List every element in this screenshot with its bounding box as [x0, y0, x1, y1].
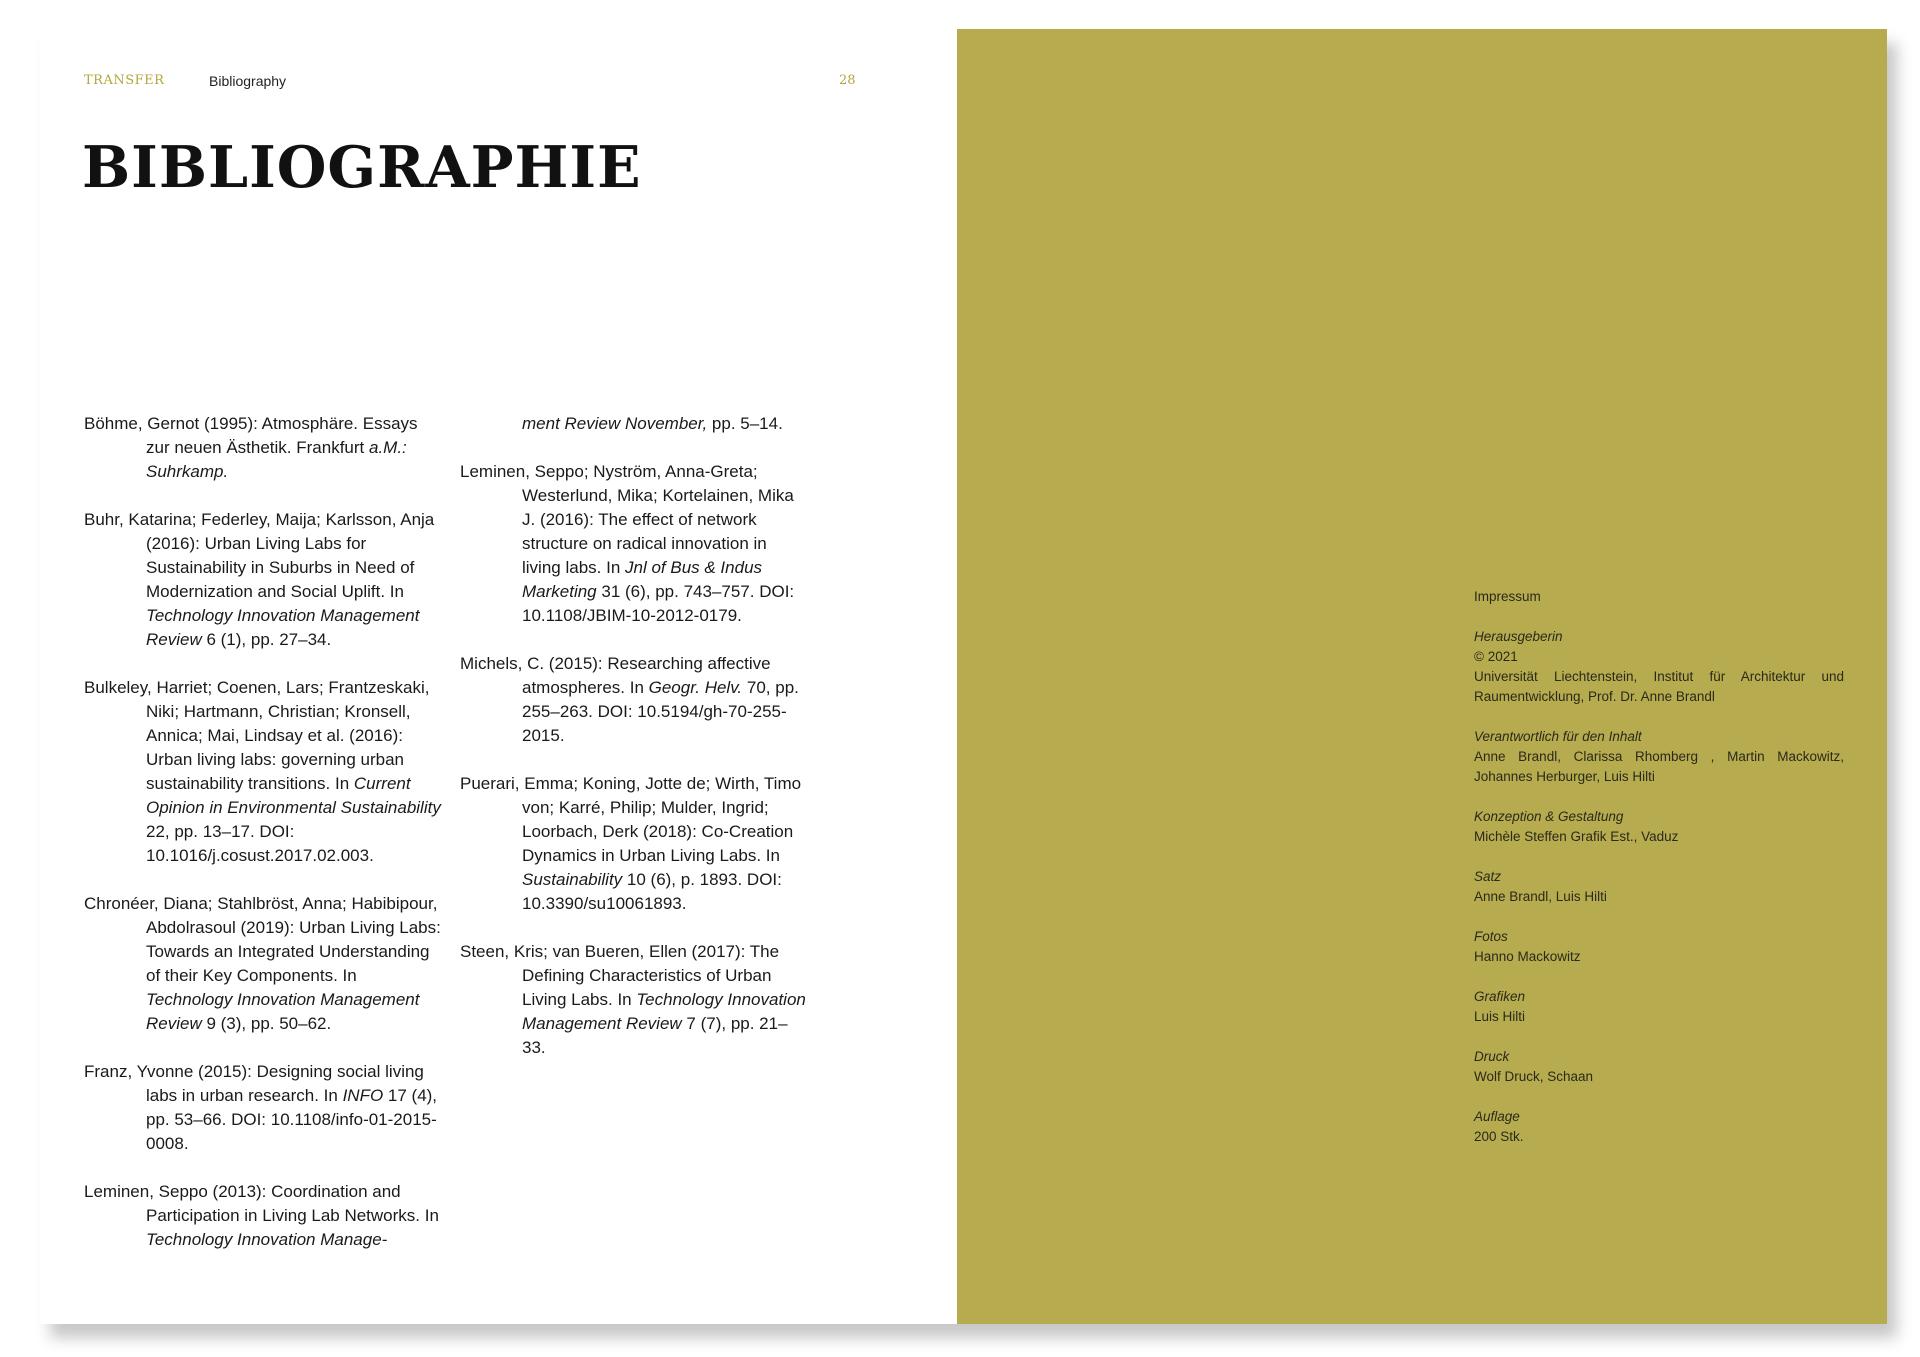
bibliography-entry: [84, 412, 444, 484]
entry-text: 7 (7), pp. 21–33.: [522, 1014, 788, 1057]
entry-italic-text: Sustainability: [522, 870, 623, 889]
entry-text: Böhme, Gernot (1995): Atmosphäre. Essays zur neuen Ästhetik. Frankfurt: [84, 414, 418, 457]
bibliography-entry: [84, 1180, 444, 1252]
impressum-value: Wolf Druck, Schaan: [1474, 1069, 1594, 1084]
running-head-section: TRANSFER: [84, 73, 165, 88]
impressum-label: Verantwortlich für den Inhalt: [1474, 729, 1642, 744]
book-spread: [40, 29, 1887, 1324]
impressum-block: [1474, 807, 1844, 847]
entry-italic-text: Geogr. Helv.: [648, 678, 743, 697]
left-page: [40, 29, 957, 1324]
impressum-value: 200 Stk.: [1474, 1129, 1524, 1144]
entry-text: Leminen, Seppo (2013): Coordination and Participation in Living Lab Networks. In: [84, 1182, 439, 1225]
bibliography-entry: [84, 676, 444, 868]
bibliography-entry: [460, 772, 810, 916]
bibliography-entry: [460, 652, 810, 748]
impressum-label: Konzeption & Gestaltung: [1474, 809, 1624, 824]
impressum-block: [1474, 867, 1844, 907]
entry-text: 10 (6), p. 1893. DOI: 10.3390/su10061893.: [522, 870, 782, 913]
entry-text: 17 (4), pp. 53–66. DOI: 10.1108/info-01-2015-0008.: [146, 1086, 438, 1153]
running-head: [84, 71, 864, 91]
entry-text: Puerari, Emma; Koning, Jotte de; Wirth, Timo von; Karré, Philip; Mulder, Ingrid; Loorbach, Derk (2018): Co-Creation Dynamics in Urban Living Labs. In: [460, 774, 802, 865]
impressum-label: Satz: [1474, 869, 1502, 884]
entry-text: Bulkeley, Harriet; Coenen, Lars; Frantzeskaki, Niki; Hartmann, Christian; Kronsell, Annica; Mai, Lindsay et al. (2016): Urban living labs: governing urban sustainability transitions. In: [84, 678, 430, 793]
impressum-value: Hanno Mackowitz: [1474, 949, 1581, 964]
entry-italic-text: Jnl of Bus & Indus Marketing: [522, 558, 763, 601]
impressum-value: Universität Liechtenstein, Institut für Architektur und Raumentwicklung, Prof. Dr. Anne Brandl: [1474, 669, 1844, 704]
bibliography-entry: [460, 412, 810, 436]
entry-text: pp. 5–14.: [707, 414, 783, 433]
bibliography-entry: [84, 1060, 444, 1156]
bibliography-column-1: [84, 412, 444, 1276]
entry-text: Chronéer, Diana; Stahlbröst, Anna; Habibipour, Abdolrasoul (2019): Urban Living Labs: Towards an Integrated Understanding of their Key Components. In: [84, 894, 441, 985]
impressum: [1474, 587, 1844, 1167]
bibliography-entry: [84, 508, 444, 652]
entry-text: Leminen, Seppo; Nyström, Anna-Greta; Westerlund, Mika; Kortelainen, Mika J. (2016): The effect of network structure on radical innovation in living labs. In: [460, 462, 794, 577]
entry-italic-text: INFO: [342, 1086, 384, 1105]
page-number: 28: [839, 73, 856, 88]
page-title: BIBLIOGRAPHIE: [82, 134, 642, 201]
impressum-label: Fotos: [1474, 929, 1508, 944]
impressum-block: [1474, 1107, 1844, 1147]
bibliography-column-2: [460, 412, 810, 1084]
entry-text: Franz, Yvonne (2015): Designing social living labs in urban research. In: [84, 1062, 424, 1105]
impressum-block: [1474, 1047, 1844, 1087]
entry-text: Michels, C. (2015): Researching affective atmospheres. In: [460, 654, 771, 697]
impressum-heading: Impressum: [1474, 589, 1541, 604]
impressum-block: [1474, 727, 1844, 787]
impressum-label: Herausgeberin: [1474, 629, 1563, 644]
impressum-label: Druck: [1474, 1049, 1510, 1064]
entry-italic-text: Current Opinion in Environmental Sustainability: [146, 774, 441, 817]
impressum-value: Anne Brandl, Luis Hilti: [1474, 889, 1607, 904]
impressum-value: Anne Brandl, Clarissa Rhomberg , Martin Mackowitz, Johannes Herburger, Luis Hilti: [1474, 749, 1844, 784]
impressum-value: © 2021: [1474, 649, 1518, 664]
running-head-chapter: Bibliography: [209, 73, 287, 89]
impressum-block: [1474, 627, 1844, 707]
entry-italic-text: Technology Innovation Manage-: [146, 1230, 388, 1249]
impressum-value: Luis Hilti: [1474, 1009, 1526, 1024]
bibliography-entry: [460, 460, 810, 628]
right-page-colophon: [957, 29, 1887, 1324]
entry-italic-text: Technology Innovation Management Review: [146, 990, 420, 1033]
impressum-value: Michèle Steffen Grafik Est., Vaduz: [1474, 829, 1679, 844]
entry-italic-text: Technology Innovation Management Review: [146, 606, 420, 649]
bibliography-entry: [84, 892, 444, 1036]
entry-text: Buhr, Katarina; Federley, Maija; Karlsson, Anja (2016): Urban Living Labs for Sustainability in Suburbs in Need of Modernization and Social Uplift. In: [84, 510, 435, 601]
entry-text: 6 (1), pp. 27–34.: [201, 630, 332, 649]
impressum-label: Grafiken: [1474, 989, 1526, 1004]
entry-italic-text: a.M.: Suhrkamp.: [146, 438, 407, 481]
impressum-block: [1474, 987, 1844, 1027]
entry-text: 22, pp. 13–17. DOI: 10.1016/j.cosust.2017.02.003.: [146, 822, 374, 865]
bibliography-entry: [460, 940, 810, 1060]
impressum-block: [1474, 927, 1844, 967]
entry-text: 70, pp. 255–263. DOI: 10.5194/gh-70-255-2015.: [522, 678, 799, 745]
impressum-label: Auflage: [1474, 1109, 1520, 1124]
entry-text: 9 (3), pp. 50–62.: [201, 1014, 332, 1033]
entry-text: 31 (6), pp. 743–757. DOI: 10.1108/JBIM-10-2012-0179.: [522, 582, 795, 625]
entry-italic-text: ment Review November,: [522, 414, 708, 433]
entry-italic-text: Technology Innovation Management Review: [522, 990, 806, 1033]
entry-text: Steen, Kris; van Bueren, Ellen (2017): The Defining Characteristics of Urban Living Labs. In: [460, 942, 780, 1009]
